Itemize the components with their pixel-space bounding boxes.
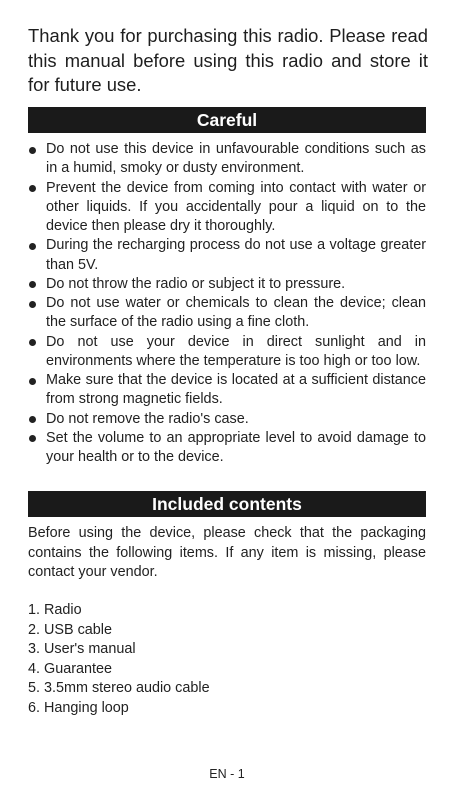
careful-item: Make sure that the device is located at a sufficient distance from strong magnetic fields. [28, 371, 426, 410]
page-number: EN - 1 [209, 767, 245, 781]
included-item: 1. Radio [28, 602, 82, 618]
careful-item: Prevent the device from coming into contact with water or other liquids. If you accidentally pour a liquid on to the device then please dry it thoroughly. [28, 179, 426, 237]
careful-item: Do not remove the radio's case. [28, 410, 426, 429]
included-item: 2. USB cable [28, 621, 112, 638]
included-item: 3. User's manual [28, 641, 136, 657]
intro-text: Thank you for purchasing this radio. Please read this manual before using this radio and store it for future use. [28, 25, 428, 95]
included-paragraph: Before using the device, please check that the packaging contains the following items. If any item is missing, please contact your vendor. [28, 525, 426, 580]
included-item: 6. Hanging loop [28, 699, 129, 716]
included-contents-heading: Included contents [28, 491, 426, 517]
included-item: 4. Guarantee [28, 660, 113, 677]
careful-item: During the recharging process do not use a voltage greater than 5V. [28, 236, 426, 275]
careful-heading: Careful [28, 107, 426, 133]
careful-item: Do not use water or chemicals to clean the device; clean the surface of the radio using a fine cloth. [28, 294, 426, 333]
included-item: 5. 3.5mm stereo audio cable [28, 680, 210, 696]
included-items-list [28, 601, 210, 718]
careful-item: Do not use your device in direct sunlight and in environments where the temperature is too high or too low. [28, 333, 426, 372]
careful-item: Do not throw the radio or subject it to pressure. [28, 275, 426, 294]
careful-item: Set the volume to an appropriate level to avoid damage to your health or to the device. [28, 429, 426, 468]
careful-item: Do not use this device in unfavourable conditions such as in a humid, smoky or dusty environment. [28, 140, 426, 179]
careful-list [28, 140, 426, 467]
